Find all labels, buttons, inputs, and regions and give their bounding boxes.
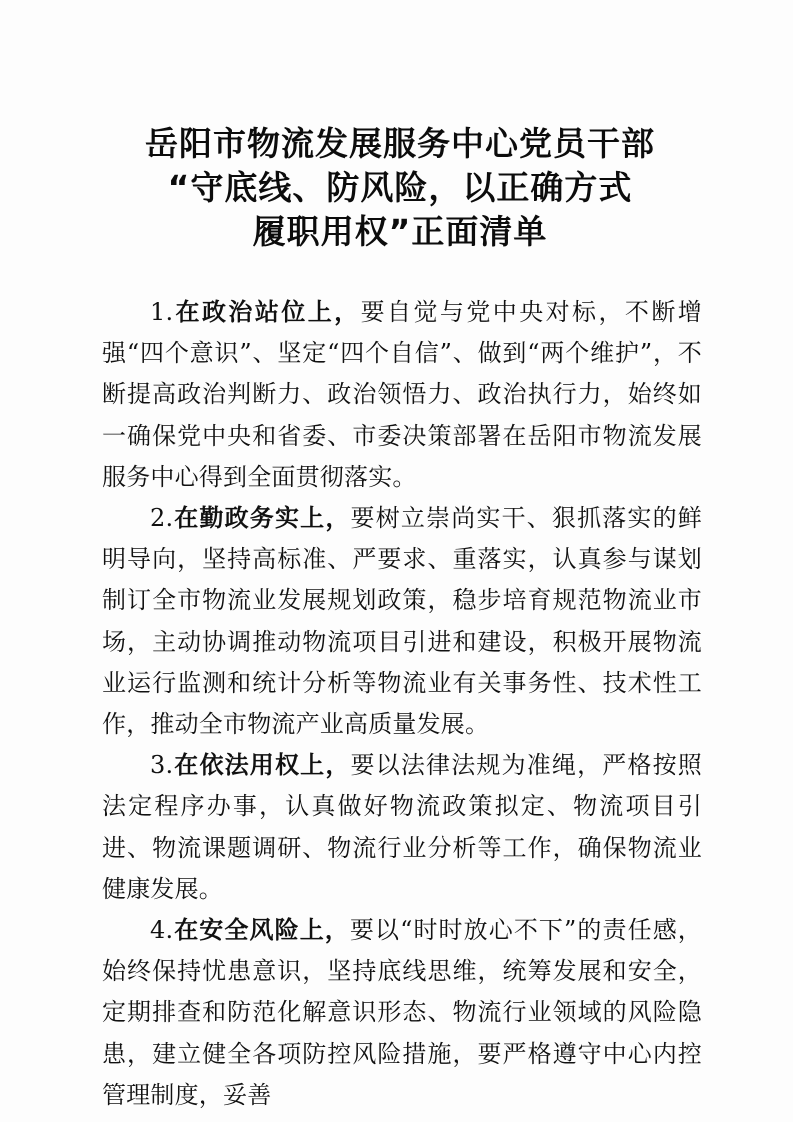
paragraph-lead: 在依法用权上， [173,751,351,780]
paragraph-number: 4. [150,916,174,945]
document-title [100,122,700,254]
paragraph-lead: 在勤政务实上， [173,504,351,533]
paragraph-2 [102,498,702,745]
paragraph-text: 要树立崇尚实干、狠抓落实的鲜明导向，坚持高标准、严要求、重落实，认真参与谋划制订全市物流业发展规划政策，稳步培育规范物流业市场，主动协调推动物流项目引进和建设，积极开展物流业运行监测和统计分析等物流业有关事务性、技术性工作，推动全市物流产业高质量发展。 [102,504,702,739]
paragraph-text: 要以“时时放心不下”的责任感，始终保持忧患意识，坚持底线思维，统筹发展和安全，定期排查和防范化解意识形态、物流行业领域的风险隐患，建立健全各项防控风险措施，要严格遵守中心内控管理制度，妥善 [102,916,702,1109]
paragraph-number: 2. [150,504,174,533]
paragraph-3 [102,745,702,910]
paragraph-4 [102,910,702,1116]
title-line-3: 履职用权”正面清单 [252,212,548,251]
paragraph-lead: 在政治站位上， [173,298,361,326]
title-line-1: 岳阳市物流发展服务中心党员干部 [145,124,655,163]
paragraph-lead: 在安全风险上， [173,916,350,945]
paragraph-number: 1. [150,298,174,326]
paragraph-number: 3. [150,751,174,780]
paragraph-1 [102,292,702,498]
document-body [102,292,702,1116]
paragraph-text: 要自觉与党中央对标，不断增强“四个意识”、坚定“四个自信”、做到“两个维护”，不断提高政治判断力、政治领悟力、政治执行力，始终如一确保党中央和省委、市委决策部署在岳阳市物流发展服务中心得到全面贯彻落实。 [102,298,702,491]
title-line-2: “守底线、防风险，以正确方式 [167,168,633,207]
paragraph-text: 要以法律法规为准绳，严格按照法定程序办事，认真做好物流政策拟定、物流项目引进、物流课题调研、物流行业分析等工作，确保物流业健康发展。 [102,751,702,903]
